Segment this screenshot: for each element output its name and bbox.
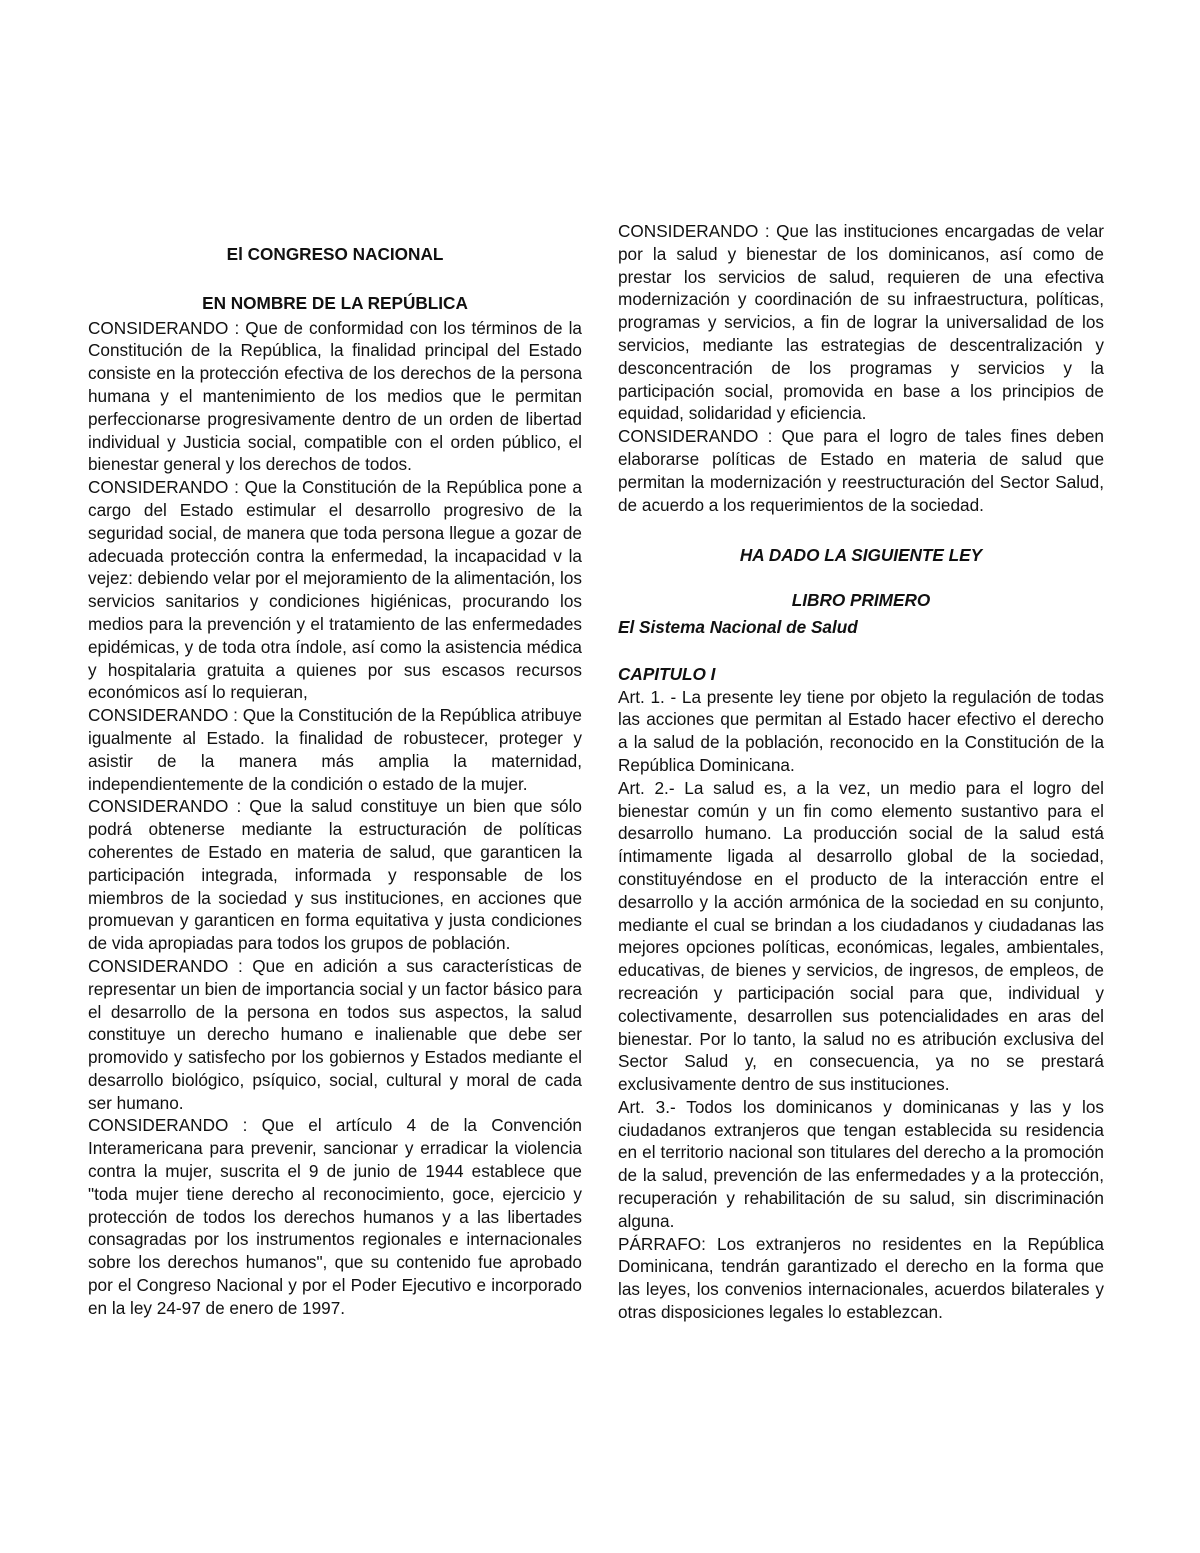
considerando-paragraph: CONSIDERANDO : Que de conformidad con los términos de la Constitución de la República, la finalidad principal del Estado consiste en la protección efectiva de los derechos de la persona humana y el mantenimiento de los medios que le permitan perfeccionarse progresivamente dentro de un orden de libertad individual y Justicia social, compatible con el orden público, el bienestar general y los derechos de todos. [88, 317, 582, 475]
article-paragraph: Art. 3.- Todos los dominicanos y dominicanas y las y los ciudadanos extranjeros que tengan establecida su residencia en el territorio nacional son titulares del derecho a la promoción de la salud, prevención de las enfermedades y a la protección, recuperación y rehabilitación de su salud, sin discriminación alguna. [618, 1096, 1104, 1231]
considerando-paragraph: CONSIDERANDO : Que el artículo 4 de la Convención Interamericana para prevenir, sancionar y erradicar la violencia contra la mujer, suscrita el 9 de junio de 1944 establece que "toda mujer tiene derecho al reconocimiento, goce, ejercicio y protección de todos los derechos humanos y a las libertades consagradas por los instrumentos regionales e internacionales sobre los derechos humanos", que su contenido fue aprobado por el Congreso Nacional y por el Poder Ejecutivo e incorporado en la ley 24-97 de enero de 1997. [88, 1115, 582, 1318]
considerando-paragraph: CONSIDERANDO : Que en adición a sus características de representar un bien de importancia social y un factor básico para el desarrollo de la persona en todos sus aspectos, la salud constituye un derecho humano e inalienable que debe ser promovido y satisfecho por los gobiernos y Estados mediante el desarrollo biológico, psíquico, social, cultural y moral de cada ser humano. [88, 955, 582, 1113]
considerando-paragraph: CONSIDERANDO : Que las instituciones encargadas de velar por la salud y bienestar de los dominicanos, así como de prestar los servicios de salud, requieren de una efectiva modernización y coordinación de su infraestructura, políticas, programas y servicios, a fin de lograr la universalidad de los servicios, mediante las estrategias de descentralización y desconcentración de los programas y servicios y la participación social, promovida en base a los principios de equidad, solidaridad y eficiencia. [618, 221, 1104, 424]
considerando-paragraph: CONSIDERANDO : Que para el logro de tales fines deben elaborarse políticas de Estado en materia de salud que permitan la modernización y reestructuración del Sector Salud, de acuerdo a los requerimientos de la sociedad. [618, 426, 1104, 515]
right-column [618, 0, 1104, 1324]
republic-heading: EN NOMBRE DE LA REPÚBLICA [202, 292, 468, 313]
article-paragraph: Art. 1. - La presente ley tiene por objeto la regulación de todas las acciones que permitan al Estado hacer efectivo el derecho a la salud de la población, reconocido en la Constitución de la República Dominicana. [618, 686, 1104, 775]
considerando-paragraph: CONSIDERANDO : Que la Constitución de la República atribuye igualmente al Estado. la finalidad de robustecer, proteger y asistir de la manera más amplia la maternidad, independientemente de la condición o estado de la mujer. [88, 705, 582, 794]
section-heading: El Sistema Nacional de Salud [618, 616, 858, 637]
paragraph-clause: PÁRRAFO: Los extranjeros no residentes en la República Dominicana, tendrán garantizado el derecho en la forma que las leyes, los convenios internacionales, acuerdos bilaterales y otras disposiciones legales lo establezcan. [618, 1233, 1104, 1323]
congress-heading: El CONGRESO NACIONAL [226, 244, 444, 264]
left-column [88, 0, 582, 1320]
law-heading: HA DADO LA SIGUIENTE LEY [739, 545, 983, 566]
article-paragraph: Art. 2.- La salud es, a la vez, un medio para el logro del bienestar común y un fin como elemento sustantivo para el desarrollo humano. La producción social de la salud está íntimamente ligada al desarrollo global de la sociedad, constituyéndose en el producto de la interacción entre el desarrollo y la acción armónica de la sociedad en su conjunto, mediante el cual se brindan a los ciudadanos y ciudadanas las mejores opciones políticas, económicas, legales, ambientales, educativas, de bienes y servicios, de ingresos, de empleos, de recreación y participación social para que, individual y colectivamente, desarrollen sus potencialidades en aras del bienestar. Por lo tanto, la salud no es atribución exclusiva del Sector Salud y, en consecuencia, ya no se prestará exclusivamente dentro de sus instituciones. [618, 777, 1104, 1095]
chapter-heading: CAPITULO I [618, 663, 716, 684]
considerando-paragraph: CONSIDERANDO : Que la Constitución de la República pone a cargo del Estado estimular el desarrollo progresivo de la seguridad social, de manera que toda persona llegue a gozar de adecuada protección contra la enfermedad, la incapacidad v la vejez: debiendo velar por el mejoramiento de la alimentación, los servicios sanitarios y condiciones higiénicas, procurando los medios para la prevención y el tratamiento de las enfermedades epidémicas, y de toda otra índole, así como la asistencia médica y hospitalaria gratuita a quienes por sus escasos recursos económicos así lo requieran, [88, 477, 582, 703]
book-heading: LIBRO PRIMERO [791, 590, 931, 611]
considerando-paragraph: CONSIDERANDO : Que la salud constituye un bien que sólo podrá obtenerse mediante la estructuración de políticas coherentes de Estado en materia de salud, que garanticen la participación integrada, informada y responsable de los miembros de la sociedad y sus instituciones, en acciones que promuevan y garanticen en forma equitativa y justa condiciones de vida apropiadas para todos los grupos de población. [88, 796, 582, 954]
